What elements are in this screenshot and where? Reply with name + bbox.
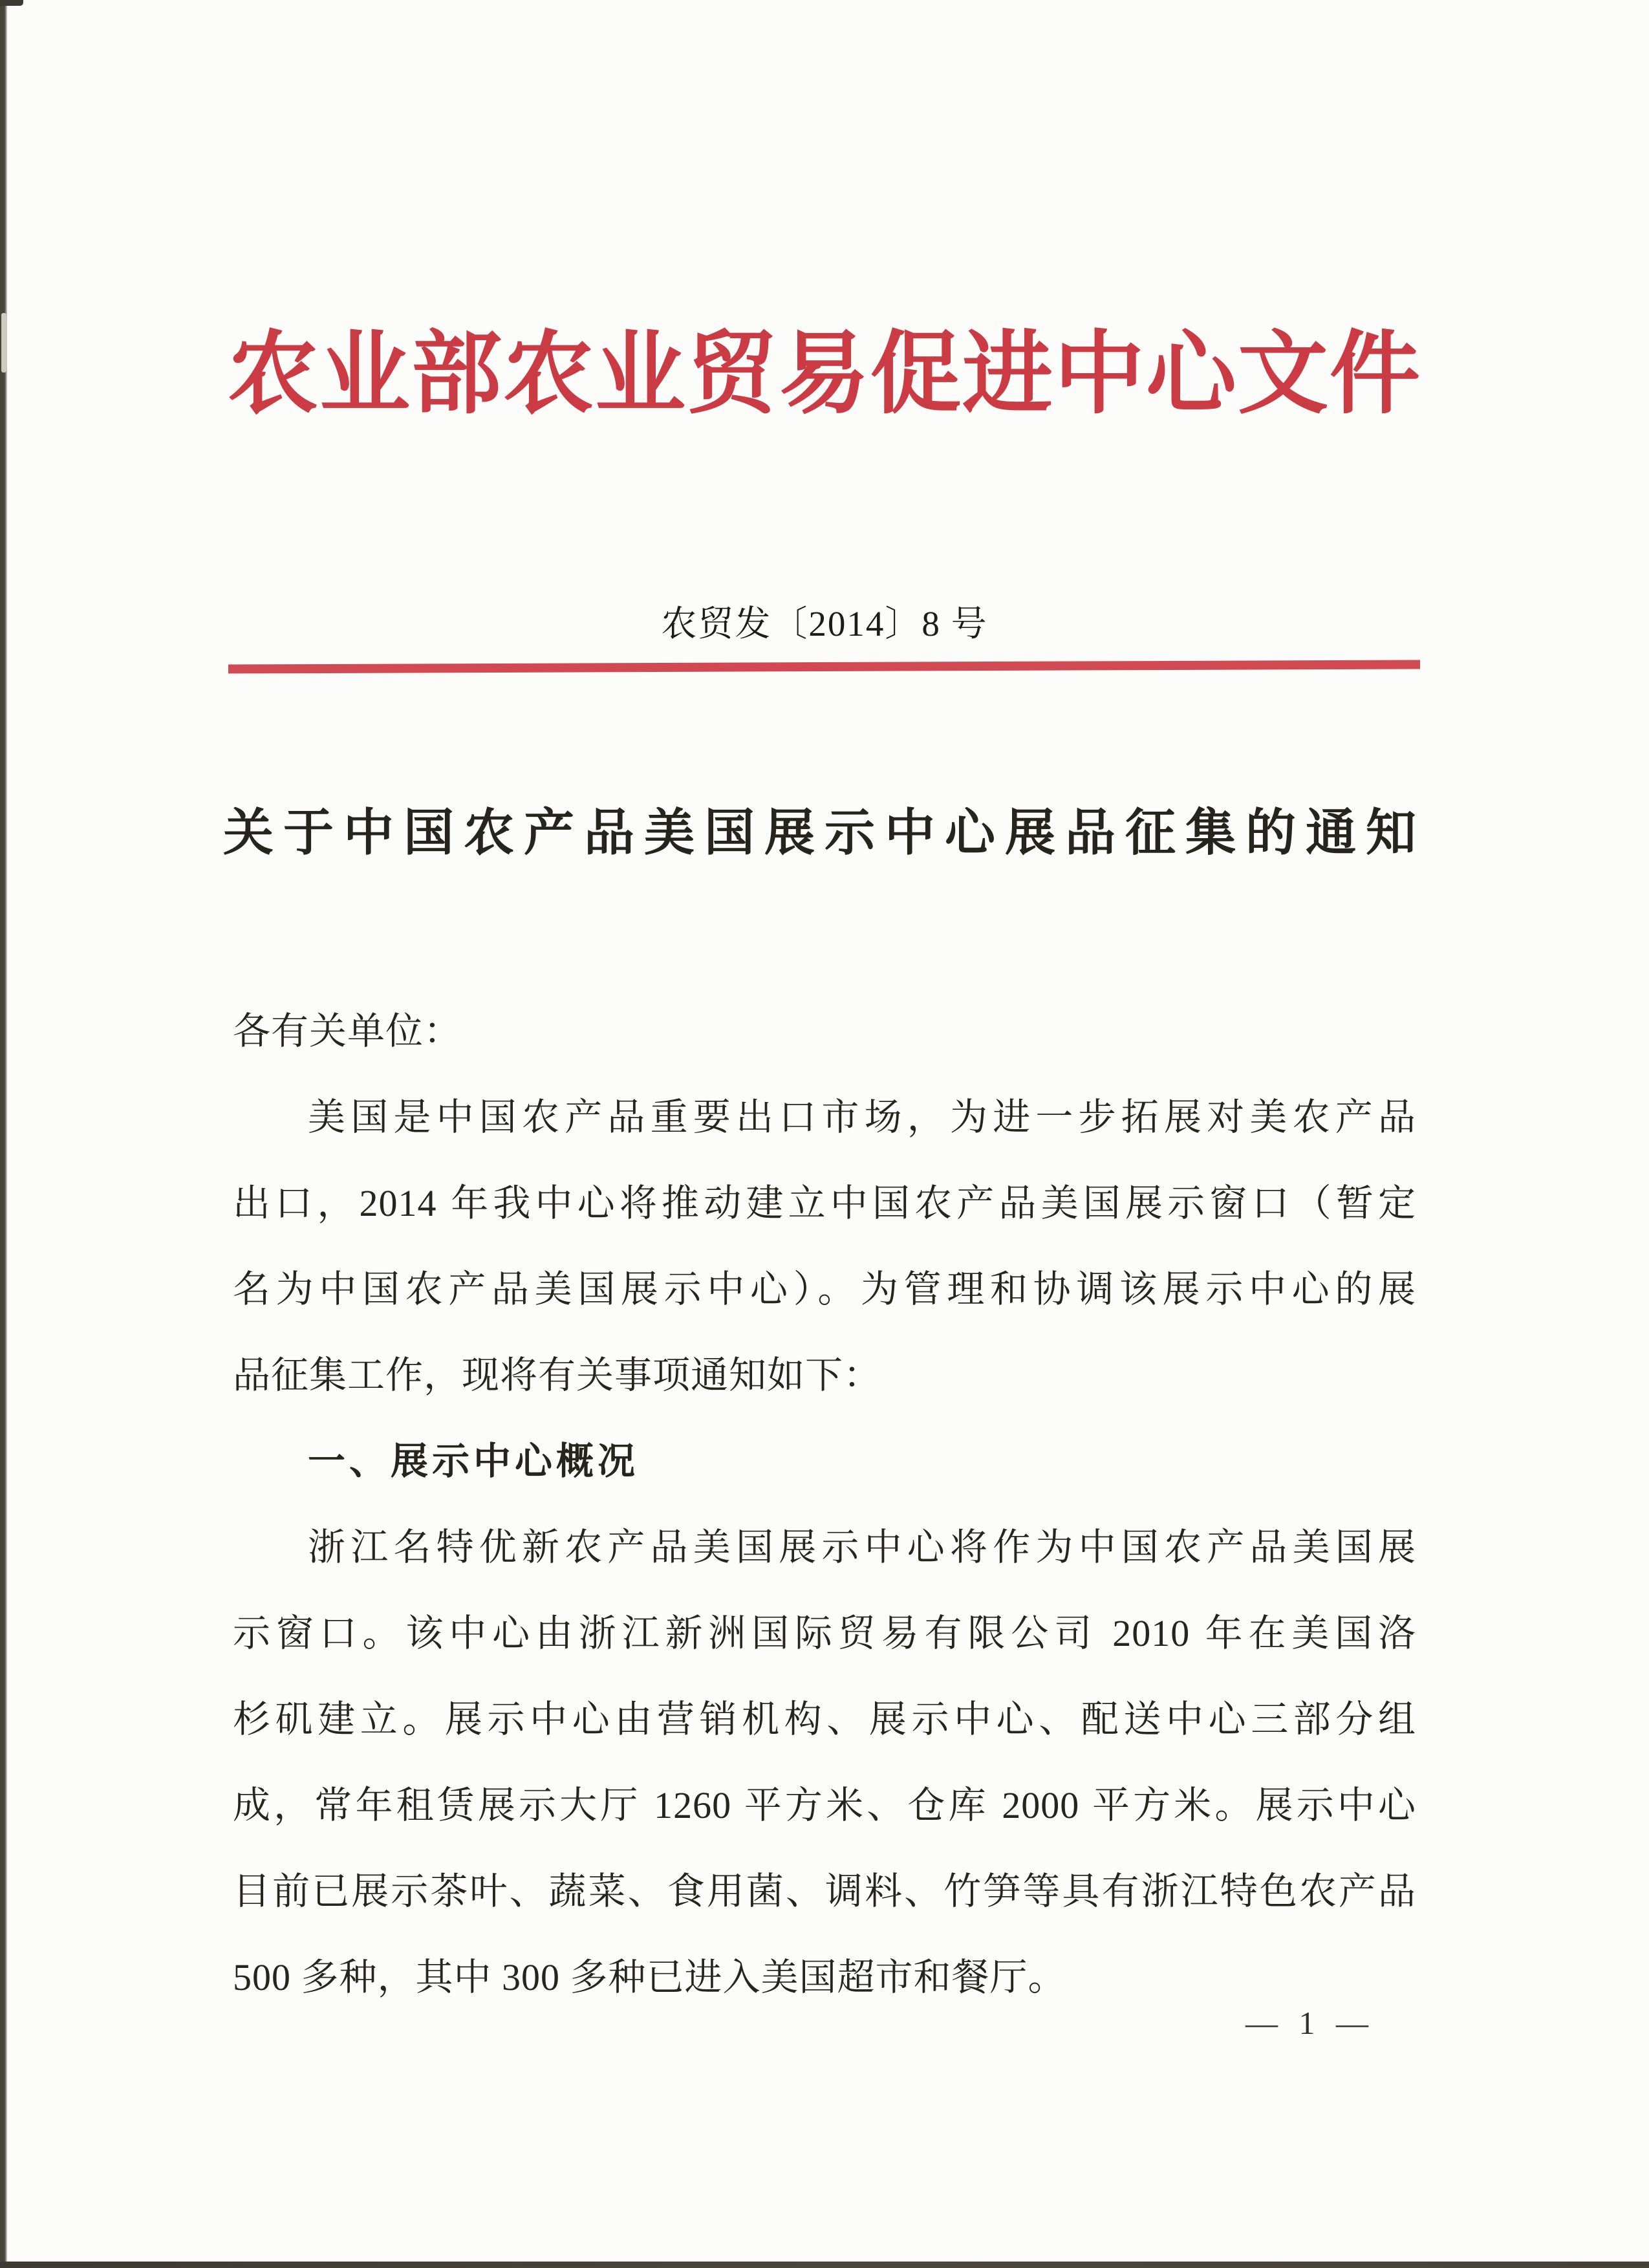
body-line: 美国是中国农产品重要出口市场，为进一步拓展对美农产品 — [308, 1096, 1416, 1138]
issuing-org-header-title: 农业部农业贸易促进中心文件 — [227, 325, 1421, 425]
page-number: — 1 — — [1245, 2005, 1375, 2041]
body-line: 目前已展示茶叶、蔬菜、食用菌、调料、竹笋等具有浙江特色农产品 — [233, 1870, 1416, 1912]
section-heading: 一、展示中心概况 — [308, 1440, 640, 1482]
document-reference-number: 农贸发〔2014〕8 号 — [661, 604, 988, 643]
body-line: 杉矶建立。展示中心由营销机构、展示中心、配送中心三部分组 — [233, 1698, 1416, 1740]
body-line: 出口，2014 年我中心将推动建立中国农产品美国展示窗口（暂定 — [233, 1182, 1416, 1224]
document-title: 关于中国农产品美国展示中心展品征集的通知 — [222, 805, 1426, 861]
document-body — [233, 988, 1416, 2020]
body-line: 示窗口。该中心由浙江新洲国际贸易有限公司 2010 年在美国洛 — [233, 1612, 1416, 1654]
body-line: 名为中国农产品美国展示中心）。为管理和协调该展示中心的展 — [233, 1268, 1416, 1310]
body-line: 品征集工作，现将有关事项通知如下： — [233, 1354, 882, 1396]
red-divider-rule — [228, 660, 1420, 673]
body-line-salutation: 各有关单位： — [233, 1010, 462, 1052]
body-line: 成，常年租赁展示大厅 1260 平方米、仓库 2000 平方米。展示中心 — [233, 1784, 1416, 1826]
scan-corner-mark-artifact — [0, 0, 23, 6]
body-line: 500 多种，其中 300 多种已进入美国超市和餐厅。 — [233, 1956, 1066, 1998]
scan-edge-bottom-artifact — [0, 2262, 1649, 2268]
body-line: 浙江名特优新农产品美国展示中心将作为中国农产品美国展 — [308, 1526, 1416, 1568]
